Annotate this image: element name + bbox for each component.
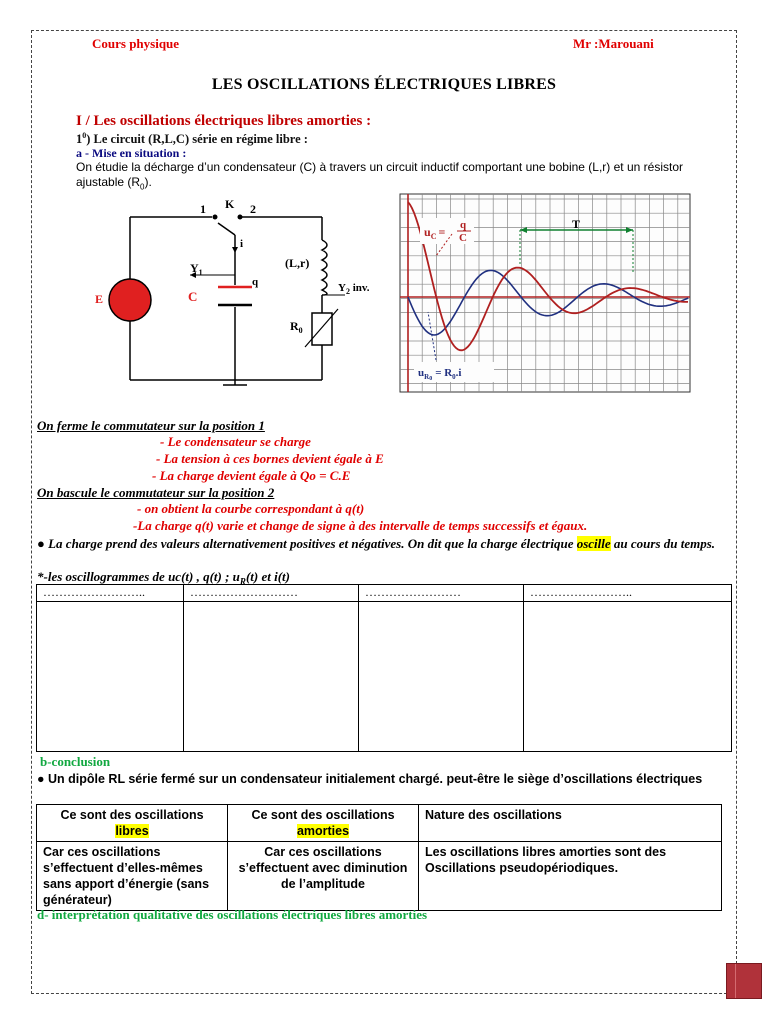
- step2-item-1: - on obtient la courbe correspondant à q(t): [137, 501, 365, 516]
- oscillogram-graph: [400, 194, 690, 392]
- concl-header-libres: Ce sont des oscillations libres: [37, 805, 228, 842]
- concl-header-nature: Nature des oscillations: [419, 805, 722, 842]
- resistor-symbol: [312, 313, 332, 345]
- charge-label: q: [252, 276, 259, 288]
- osc-col-3: ……………………: [359, 585, 524, 602]
- charge-note: ● La charge prend des valeurs alternativement positives et négatives. On dit que la charge électrique oscille au cours du temps.: [37, 536, 716, 551]
- y1-label: $Y_1$: [190, 261, 203, 277]
- subsubsection-heading: a - Mise en situation :: [76, 146, 187, 160]
- switch-pos2-label: 2: [250, 202, 256, 216]
- section-heading: I / Les oscillations électriques libres amorties :: [76, 113, 372, 129]
- osc-col-4: ……………………..: [524, 585, 732, 602]
- rlc-circuit-diagram: [90, 195, 370, 395]
- step1-heading: On ferme le commutateur sur la position 1: [37, 418, 265, 433]
- step2-item-2: -La charge q(t) varie et change de signe à des intervalle de temps successifs et égaux.: [133, 518, 588, 533]
- uc-fraction-den: C: [459, 232, 467, 244]
- uc-label: $u_C$ =: [424, 225, 446, 241]
- page-corner-badge: [726, 963, 762, 999]
- step2-heading: On bascule le commutateur sur la position 2: [37, 485, 275, 500]
- conclusion-label: b-conclusion: [40, 754, 111, 769]
- capacitor-label: C: [188, 289, 198, 304]
- conclusion-table: [36, 804, 722, 911]
- coil-label: (L,r): [285, 256, 310, 270]
- step1-item-1: - Le condensateur se charge: [160, 434, 311, 449]
- switch-pos1-label: 1: [200, 202, 206, 216]
- step1-item-3: - La charge devient égale à Qo = C.E: [152, 468, 351, 483]
- ur-label: $u_R0 = R_0.i$: [418, 367, 462, 382]
- period-label: T: [572, 217, 581, 231]
- switch-label: K: [225, 197, 235, 211]
- step1-item-2: - La tension à ces bornes devient égale à E: [156, 451, 384, 466]
- conclusion-text: ● Un dipôle RL série fermé sur un condensateur initialement chargé. peut-être le siège d’oscillations électriques: [37, 772, 703, 786]
- emf-label: E: [95, 292, 104, 306]
- concl-header-amorties: Ce sont des oscillations amorties: [228, 805, 419, 842]
- osc-col-2: ………………………: [184, 585, 359, 602]
- coil-symbol: [322, 240, 327, 295]
- oscillograms-heading: *-les oscillogrammes de uc(t) , q(t) ; $u_R(t)$ et i(t): [37, 569, 290, 587]
- concl-cell-amorties: Car ces oscillations s’effectuent avec diminution de l’amplitude: [228, 842, 419, 911]
- subsection-heading: $1^0$) Le circuit (R,L,C) série en régime libre :: [76, 131, 308, 147]
- header-course: Cours physique: [92, 36, 180, 51]
- page-title: LES OSCILLATIONS ÉLECTRIQUES LIBRES: [211, 76, 557, 93]
- concl-cell-libres: Car ces oscillations s’effectuent d’elles-mêmes sans apport d’énergie (sans générateur): [37, 842, 228, 911]
- oscillograms-table: [36, 584, 732, 752]
- section-d-heading: d- interprétation qualitative des oscillations électriques libres amorties: [37, 907, 428, 922]
- generator-symbol: [109, 279, 151, 321]
- y2-label: $Y_2$ inv.: [338, 282, 370, 296]
- header-teacher: Mr :Marouani: [573, 36, 654, 51]
- current-label: i: [240, 238, 244, 250]
- concl-cell-nature: Les oscillations libres amorties sont des Oscillations pseudopériodiques.: [419, 842, 722, 911]
- resistor-label: $R_0$: [290, 319, 303, 335]
- osc-col-1: ……………………..: [37, 585, 184, 602]
- uc-fraction-num: q: [460, 219, 467, 231]
- intro-text: On étudie la décharge d’un condensateur (C) à travers un circuit inductif comportant une bobine (L,r) et un résistor ajustable $(R_0)$.: [76, 160, 683, 192]
